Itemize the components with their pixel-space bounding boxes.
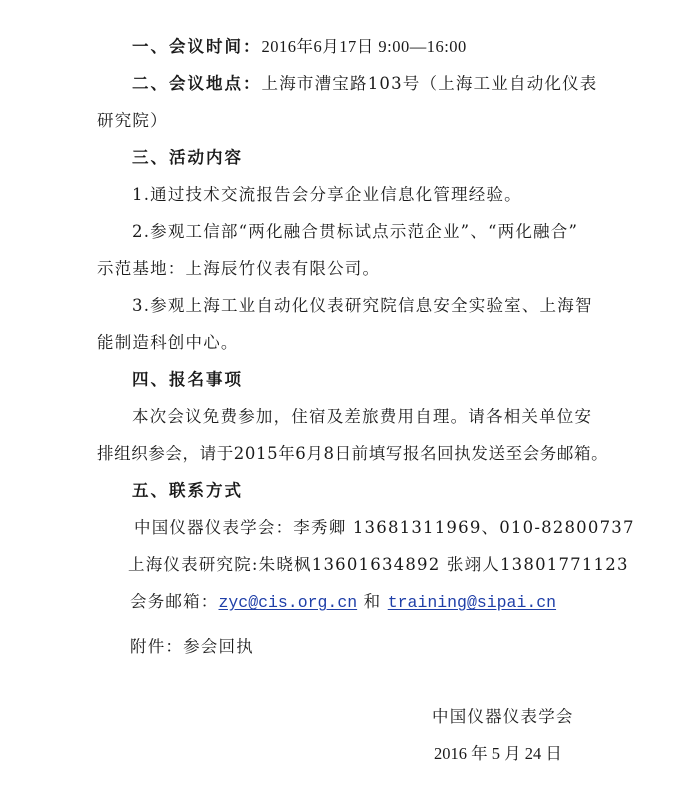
contact-sipai: 上海仪表研究院:朱晓枫13601634892 张翊人13801771123: [128, 555, 629, 574]
email-link-sipai[interactable]: training@sipai.cn: [387, 593, 557, 612]
meeting-time-line: [132, 36, 467, 58]
meeting-location-continuation: 研究院）: [97, 111, 168, 130]
meeting-location-line: [132, 73, 598, 95]
meeting-time-heading: 一、会议时间：: [132, 37, 262, 56]
email-link-cis[interactable]: zyc@cis.org.cn: [218, 593, 358, 612]
activity-item-2-continuation: 示范基地：上海辰竹仪表有限公司。: [97, 259, 381, 278]
meeting-time-value: 2016年6月17日 9:00—16:00: [261, 37, 467, 56]
contact-cis: 中国仪器仪表学会：李秀卿 13681311969、010-82800737: [134, 518, 635, 537]
meeting-location-value: 上海市漕宝路103号（上海工业自动化仪表: [261, 74, 598, 93]
activity-item-2: 2.参观工信部“两化融合贯标试点示范企业”、“两化融合”: [132, 222, 579, 241]
activity-item-1: 1.通过技术交流报告会分享企业信息化管理经验。: [132, 185, 522, 204]
email-joiner: 和: [363, 592, 382, 611]
activities-heading: 三、活动内容: [132, 148, 243, 167]
registration-body-continuation: 排组织参会，请于2015年6月8日前填写报名回执发送至会务邮箱。: [97, 444, 609, 463]
activity-item-3: 3.参观上海工业自动化仪表研究院信息安全实验室、上海智: [132, 296, 593, 315]
signature-org: 中国仪器仪表学会: [432, 707, 574, 726]
activity-item-3-continuation: 能制造科创中心。: [97, 333, 239, 352]
signature-date: 2016 年 5 月 24 日: [434, 744, 562, 763]
registration-body: 本次会议免费参加，住宿及差旅费用自理。请各相关单位安: [132, 407, 593, 426]
meeting-location-heading: 二、会议地点：: [132, 74, 262, 93]
attachment-note: 附件：参会回执: [130, 637, 254, 656]
email-label: 会务邮箱：: [130, 592, 219, 611]
registration-heading: 四、报名事项: [132, 370, 243, 389]
contact-heading: 五、联系方式: [132, 481, 243, 500]
contact-email-line: [130, 591, 556, 614]
